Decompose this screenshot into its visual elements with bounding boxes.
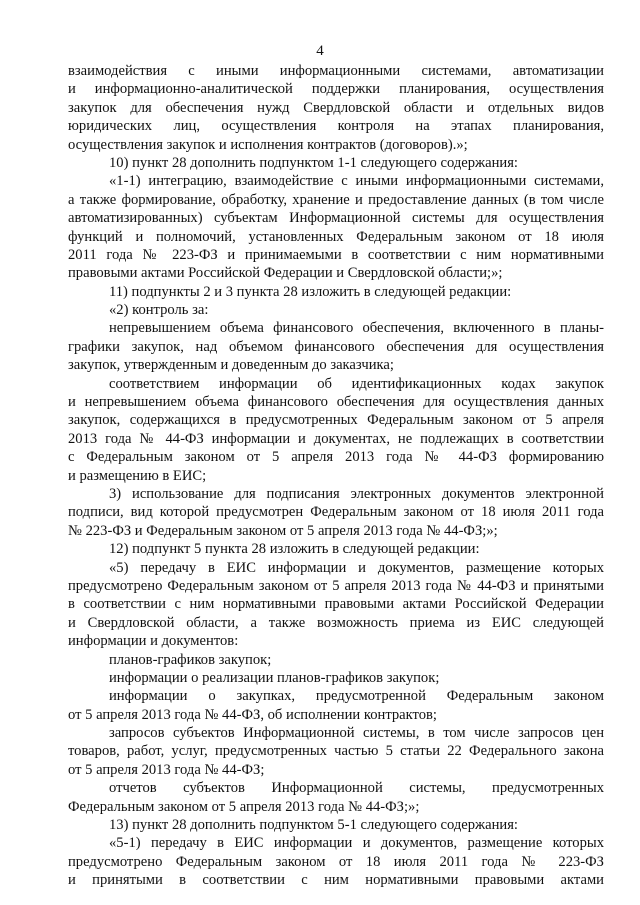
text-line: от 5 апреля 2013 года № 44-ФЗ; — [68, 761, 265, 778]
text-line: 12) подпункт 5 пункта 28 изложить в следующей редакции: — [109, 541, 480, 558]
text-line: Федеральным законом от 5 апреля 2013 года № 44-ФЗ;»; — [68, 798, 420, 815]
text-line: а также формирование, обработку, хранение и предоставление данных (в том числе — [68, 191, 604, 208]
text-line: и принятыми в соответствии с ним нормативными правовыми актами — [68, 872, 604, 889]
text-line: отчетов субъектов Информационной системы, предусмотренных — [109, 780, 604, 797]
text-line: «2) контроль за: — [109, 302, 209, 319]
text-line: информации о реализации планов-графиков закупок; — [109, 669, 440, 686]
text-line: предусмотрено Федеральным законом от 18 июля 2011 года № 223-ФЗ — [68, 853, 604, 870]
text-line: функций и полномочий, установленных Федеральным законом от 18 июля — [68, 228, 604, 245]
text-line: осуществления закупок и исполнения контрактов (договоров).»; — [68, 136, 468, 153]
text-line: закупок для обеспечения нужд Свердловской области и отдельных видов — [68, 99, 604, 116]
text-line: «5-1) передачу в ЕИС информации и документов, размещение которых — [109, 835, 604, 852]
text-line: с Федеральным законом от 5 апреля 2013 года № 44-ФЗ формированию — [68, 449, 604, 466]
text-line: 11) подпункты 2 и 3 пункта 28 изложить в следующей редакции: — [109, 283, 512, 300]
text-line: информации и документов: — [68, 633, 239, 650]
text-line: 10) пункт 28 дополнить подпунктом 1-1 следующего содержания: — [109, 154, 518, 171]
text-line: непревышением объема финансового обеспечения, включенного в планы- — [109, 320, 604, 337]
text-line: и информационно-аналитической поддержки планирования, осуществления — [68, 81, 604, 98]
document-body — [68, 62, 604, 890]
text-line: 2013 года № 44-ФЗ информации и документах, не подлежащих в соответствии — [68, 430, 604, 447]
text-line: 3) использование для подписания электронных документов электронной — [109, 485, 604, 502]
text-line: автоматизированных) субъектам Информационной системы для осуществления — [68, 210, 604, 227]
text-line: «5) передачу в ЕИС информации и документов, размещение которых — [109, 559, 604, 576]
text-line: от 5 апреля 2013 года № 44-ФЗ, об исполнении контрактов; — [68, 706, 437, 723]
text-line: предусмотрено Федеральным законом от 5 апреля 2013 года № 44-ФЗ и принятыми — [68, 577, 604, 594]
text-line: запросов субъектов Информационной системы, в том числе запросов цен — [109, 725, 604, 742]
text-line: взаимодействия с иными информационными системами, автоматизации — [68, 63, 604, 79]
text-line: правовыми актами Российской Федерации и Свердловской области;»; — [68, 265, 503, 282]
text-line: товаров, работ, услуг, предусмотренных частью 5 статьи 22 Федерального закона — [68, 743, 604, 760]
text-line: «1-1) интеграцию, взаимодействие с иными информационными системами, — [109, 173, 604, 190]
text-line: планов-графиков закупок; — [109, 651, 272, 668]
text-line: соответствием информации об идентификационных кодах закупок — [109, 375, 604, 392]
text-line: графики закупок, над объемом финансового обеспечения для осуществления — [68, 338, 604, 355]
text-line: в соответствии с ним нормативными правовыми актами Российской Федерации — [68, 596, 604, 613]
text-line: подписи, вид которой предусмотрен Федеральным законом от 18 июля 2011 года — [68, 504, 604, 521]
text-line: 2011 года № 223-ФЗ и принимаемыми в соответствии с ним нормативными — [68, 246, 604, 263]
text-line: 13) пункт 28 дополнить подпунктом 5-1 следующего содержания: — [109, 817, 518, 834]
text-line: и непревышением объема финансового обеспечения для осуществления данных — [68, 394, 604, 411]
text-line: информации о закупках, предусмотренной Федеральным законом — [109, 688, 604, 705]
text-line: № 223-ФЗ и Федеральным законом от 5 апреля 2013 года № 44-ФЗ;»; — [68, 522, 498, 539]
text-line: и Свердловской области, а также возможность приема из ЕИС следующей — [68, 614, 604, 631]
text-line: юридических лиц, осуществления контроля на этапах планирования, — [68, 118, 604, 135]
text-line: и размещению в ЕИС; — [68, 467, 207, 484]
page-number: 4 — [316, 43, 324, 59]
text-line: закупок, утвержденным и доведенным до заказчика; — [68, 357, 394, 374]
text-line: закупок, содержащихся в предусмотренных Федеральным законом от 5 апреля — [68, 412, 604, 429]
